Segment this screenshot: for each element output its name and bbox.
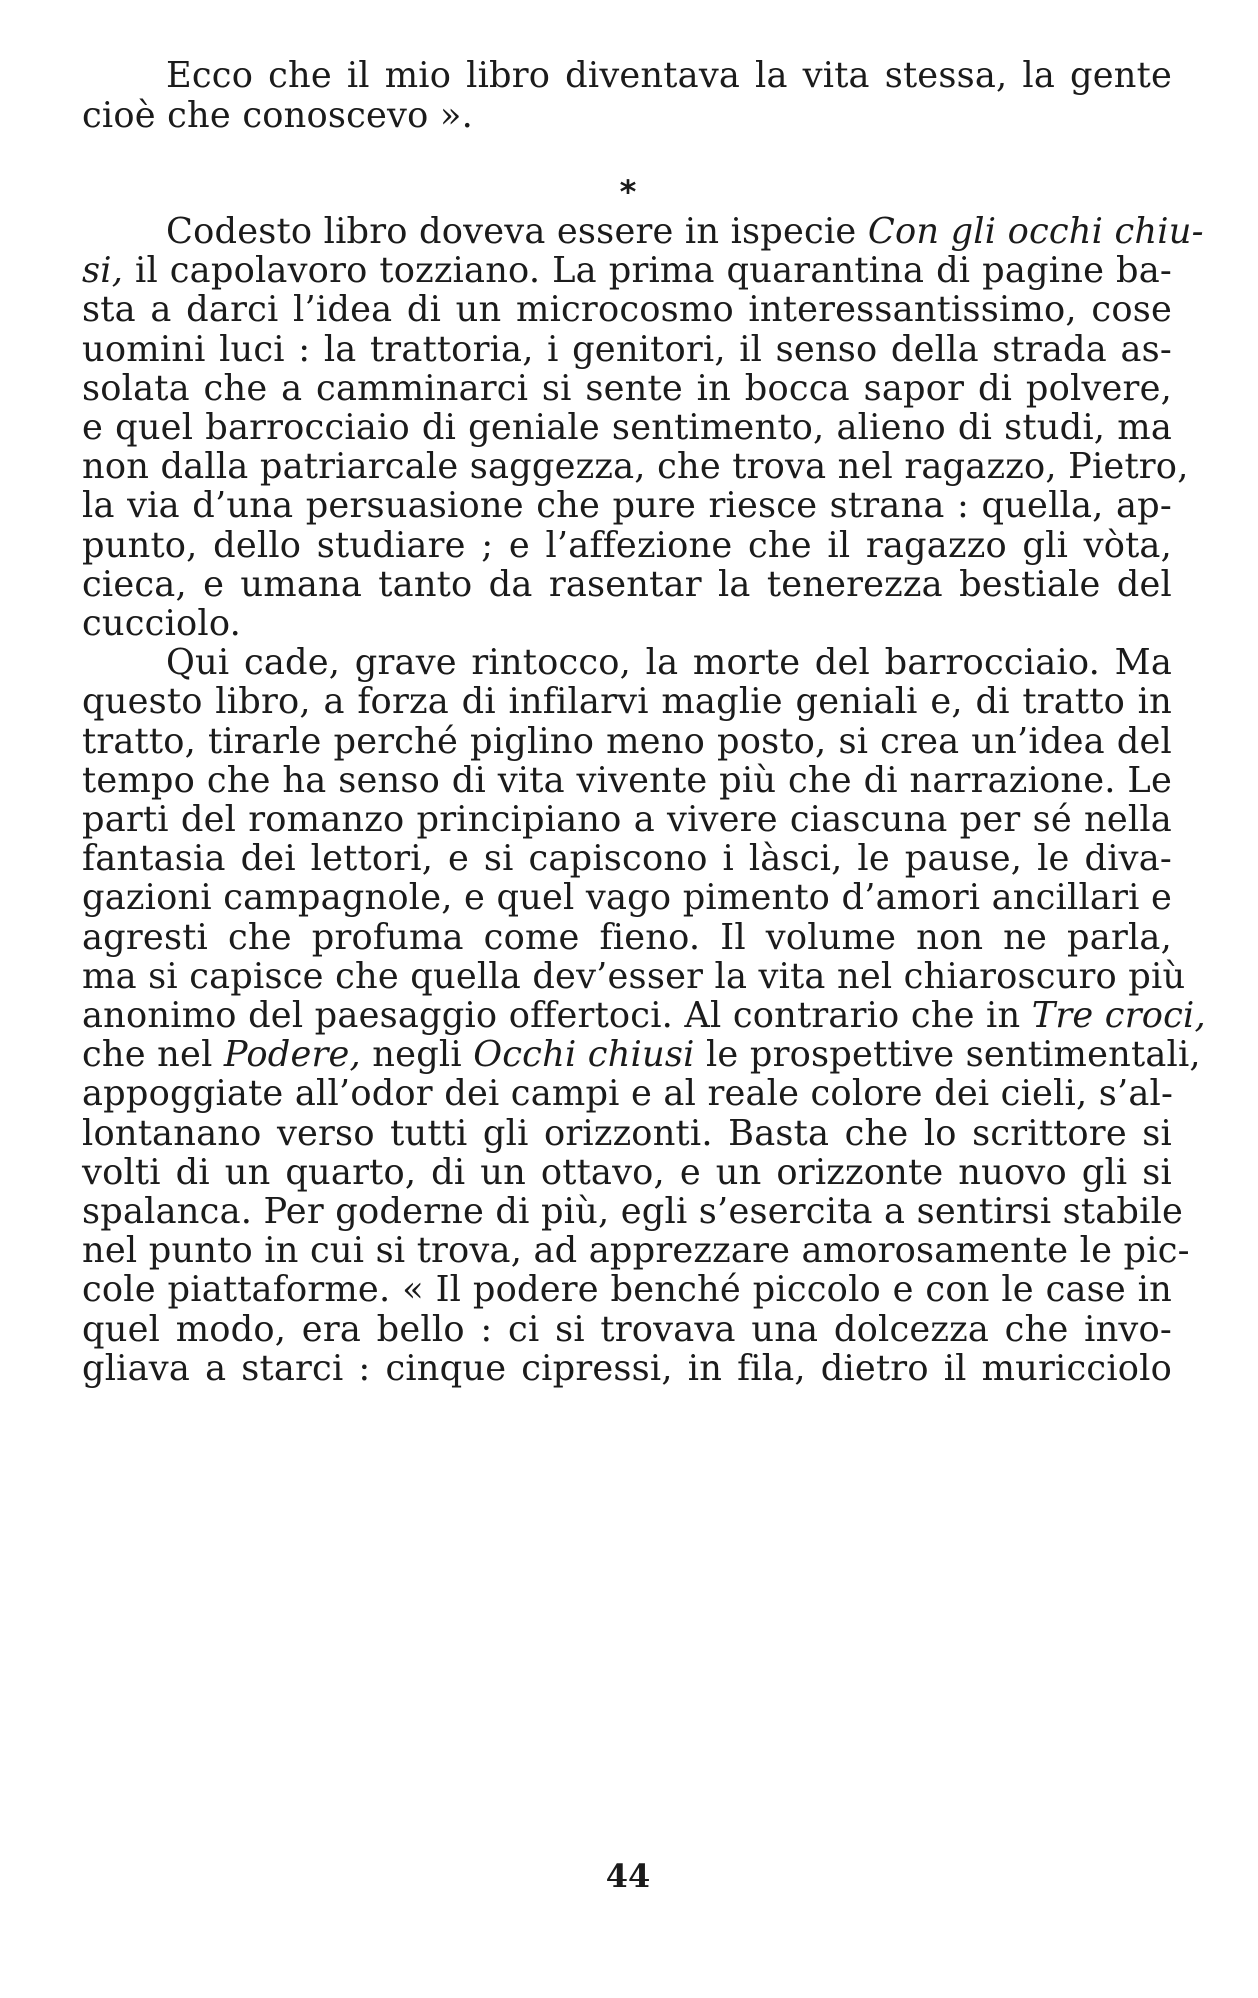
text-run: gliava a starci : cinque cipressi, in fila, dietro il muricciolo	[82, 1348, 1172, 1389]
text-run: non dalla patriarcale saggezza, che trova nel ragazzo, Pietro,	[82, 446, 1189, 487]
text-line	[82, 1343, 1172, 1395]
text-run: nel punto in cui si trova, ad apprezzare amorosamente le pic-	[82, 1230, 1190, 1271]
text-run: fantasia dei lettori, e si capiscono i làsci, le pause, le diva-	[82, 838, 1172, 879]
text-run: parti del romanzo principiano a vivere ciascuna per sé nella	[82, 799, 1172, 840]
text-run: questo libro, a forza di infilarvi maglie geniali e, di tratto in	[82, 681, 1172, 722]
book-title: Con gli occhi chiu-	[867, 211, 1204, 252]
text-run: Qui cade, grave rintocco, la morte del barrocciaio. Ma	[166, 642, 1172, 683]
text-run: la via d’una persuasione che pure riesce strana : quella, ap-	[82, 485, 1172, 526]
text-run: tratto, tirarle perché piglino meno posto, si crea un’idea del	[82, 721, 1172, 762]
text-run: spalanca. Per goderne di più, egli s’esercita a sentirsi stabile	[82, 1191, 1184, 1232]
text-run: il capolavoro tozziano. La prima quarantina di pagine ba-	[123, 250, 1172, 291]
text-run: anonimo del paesaggio offertoci. Al contrario che in	[82, 995, 1032, 1036]
text-run: punto, dello studiare ; e l’affezione che il ragazzo gli vòta,	[82, 525, 1172, 566]
text-run: tempo che ha senso di vita vivente più che di narrazione. Le	[82, 760, 1172, 801]
text-run: agresti che profuma come fieno. Il volume non ne parla,	[82, 917, 1172, 958]
page-number: 44	[605, 1857, 651, 1895]
text-run: Codesto libro doveva essere in ispecie	[166, 211, 868, 252]
book-title: Occhi chiusi	[473, 1034, 695, 1075]
text-run: sta a darci l’idea di un microcosmo interessantissimo, cose	[82, 289, 1172, 330]
text-run: appoggiate all’odor dei campi e al reale colore dei cieli, s’al-	[82, 1073, 1174, 1114]
text-run: che nel	[82, 1034, 224, 1075]
text-run: gazioni campagnole, e quel vago pimento d’amori ancillari e	[82, 877, 1172, 918]
text-run: cieca, e umana tanto da rasentar la tenerezza bestiale del	[82, 564, 1172, 605]
text-run: ma si capisce che quella dev’esser la vita nel chiaroscuro più	[82, 956, 1186, 997]
text-line	[82, 90, 1172, 142]
text-run: cioè che conoscevo ».	[82, 95, 474, 136]
text-run: solata che a camminarci si sente in bocca sapor di polvere,	[82, 368, 1172, 409]
text-run: negli	[360, 1034, 474, 1075]
text-run: lontanano verso tutti gli orizzonti. Basta che lo scrittore si	[82, 1113, 1172, 1154]
text-run: cucciolo.	[82, 603, 242, 644]
text-run: le prospettive sentimentali,	[694, 1034, 1201, 1075]
text-run: cole piattaforme. « Il podere benché piccolo e con le case in	[82, 1269, 1172, 1310]
book-title: Podere,	[223, 1034, 361, 1075]
text-run: Ecco che il mio libro diventava la vita stessa, la gente	[166, 55, 1172, 96]
section-divider: *	[619, 173, 637, 211]
book-title: Tre croci,	[1031, 995, 1206, 1036]
text-run: e quel barrocciaio di geniale sentimento, alieno di studi, ma	[82, 407, 1172, 448]
text-run: volti di un quarto, di un ottavo, e un orizzonte nuovo gli si	[82, 1152, 1172, 1193]
text-run: uomini luci : la trattoria, i genitori, il senso della strada as-	[82, 329, 1172, 370]
book-title: si,	[82, 250, 124, 291]
text-run: quel modo, era bello : ci si trovava una dolcezza che invo-	[82, 1309, 1172, 1350]
